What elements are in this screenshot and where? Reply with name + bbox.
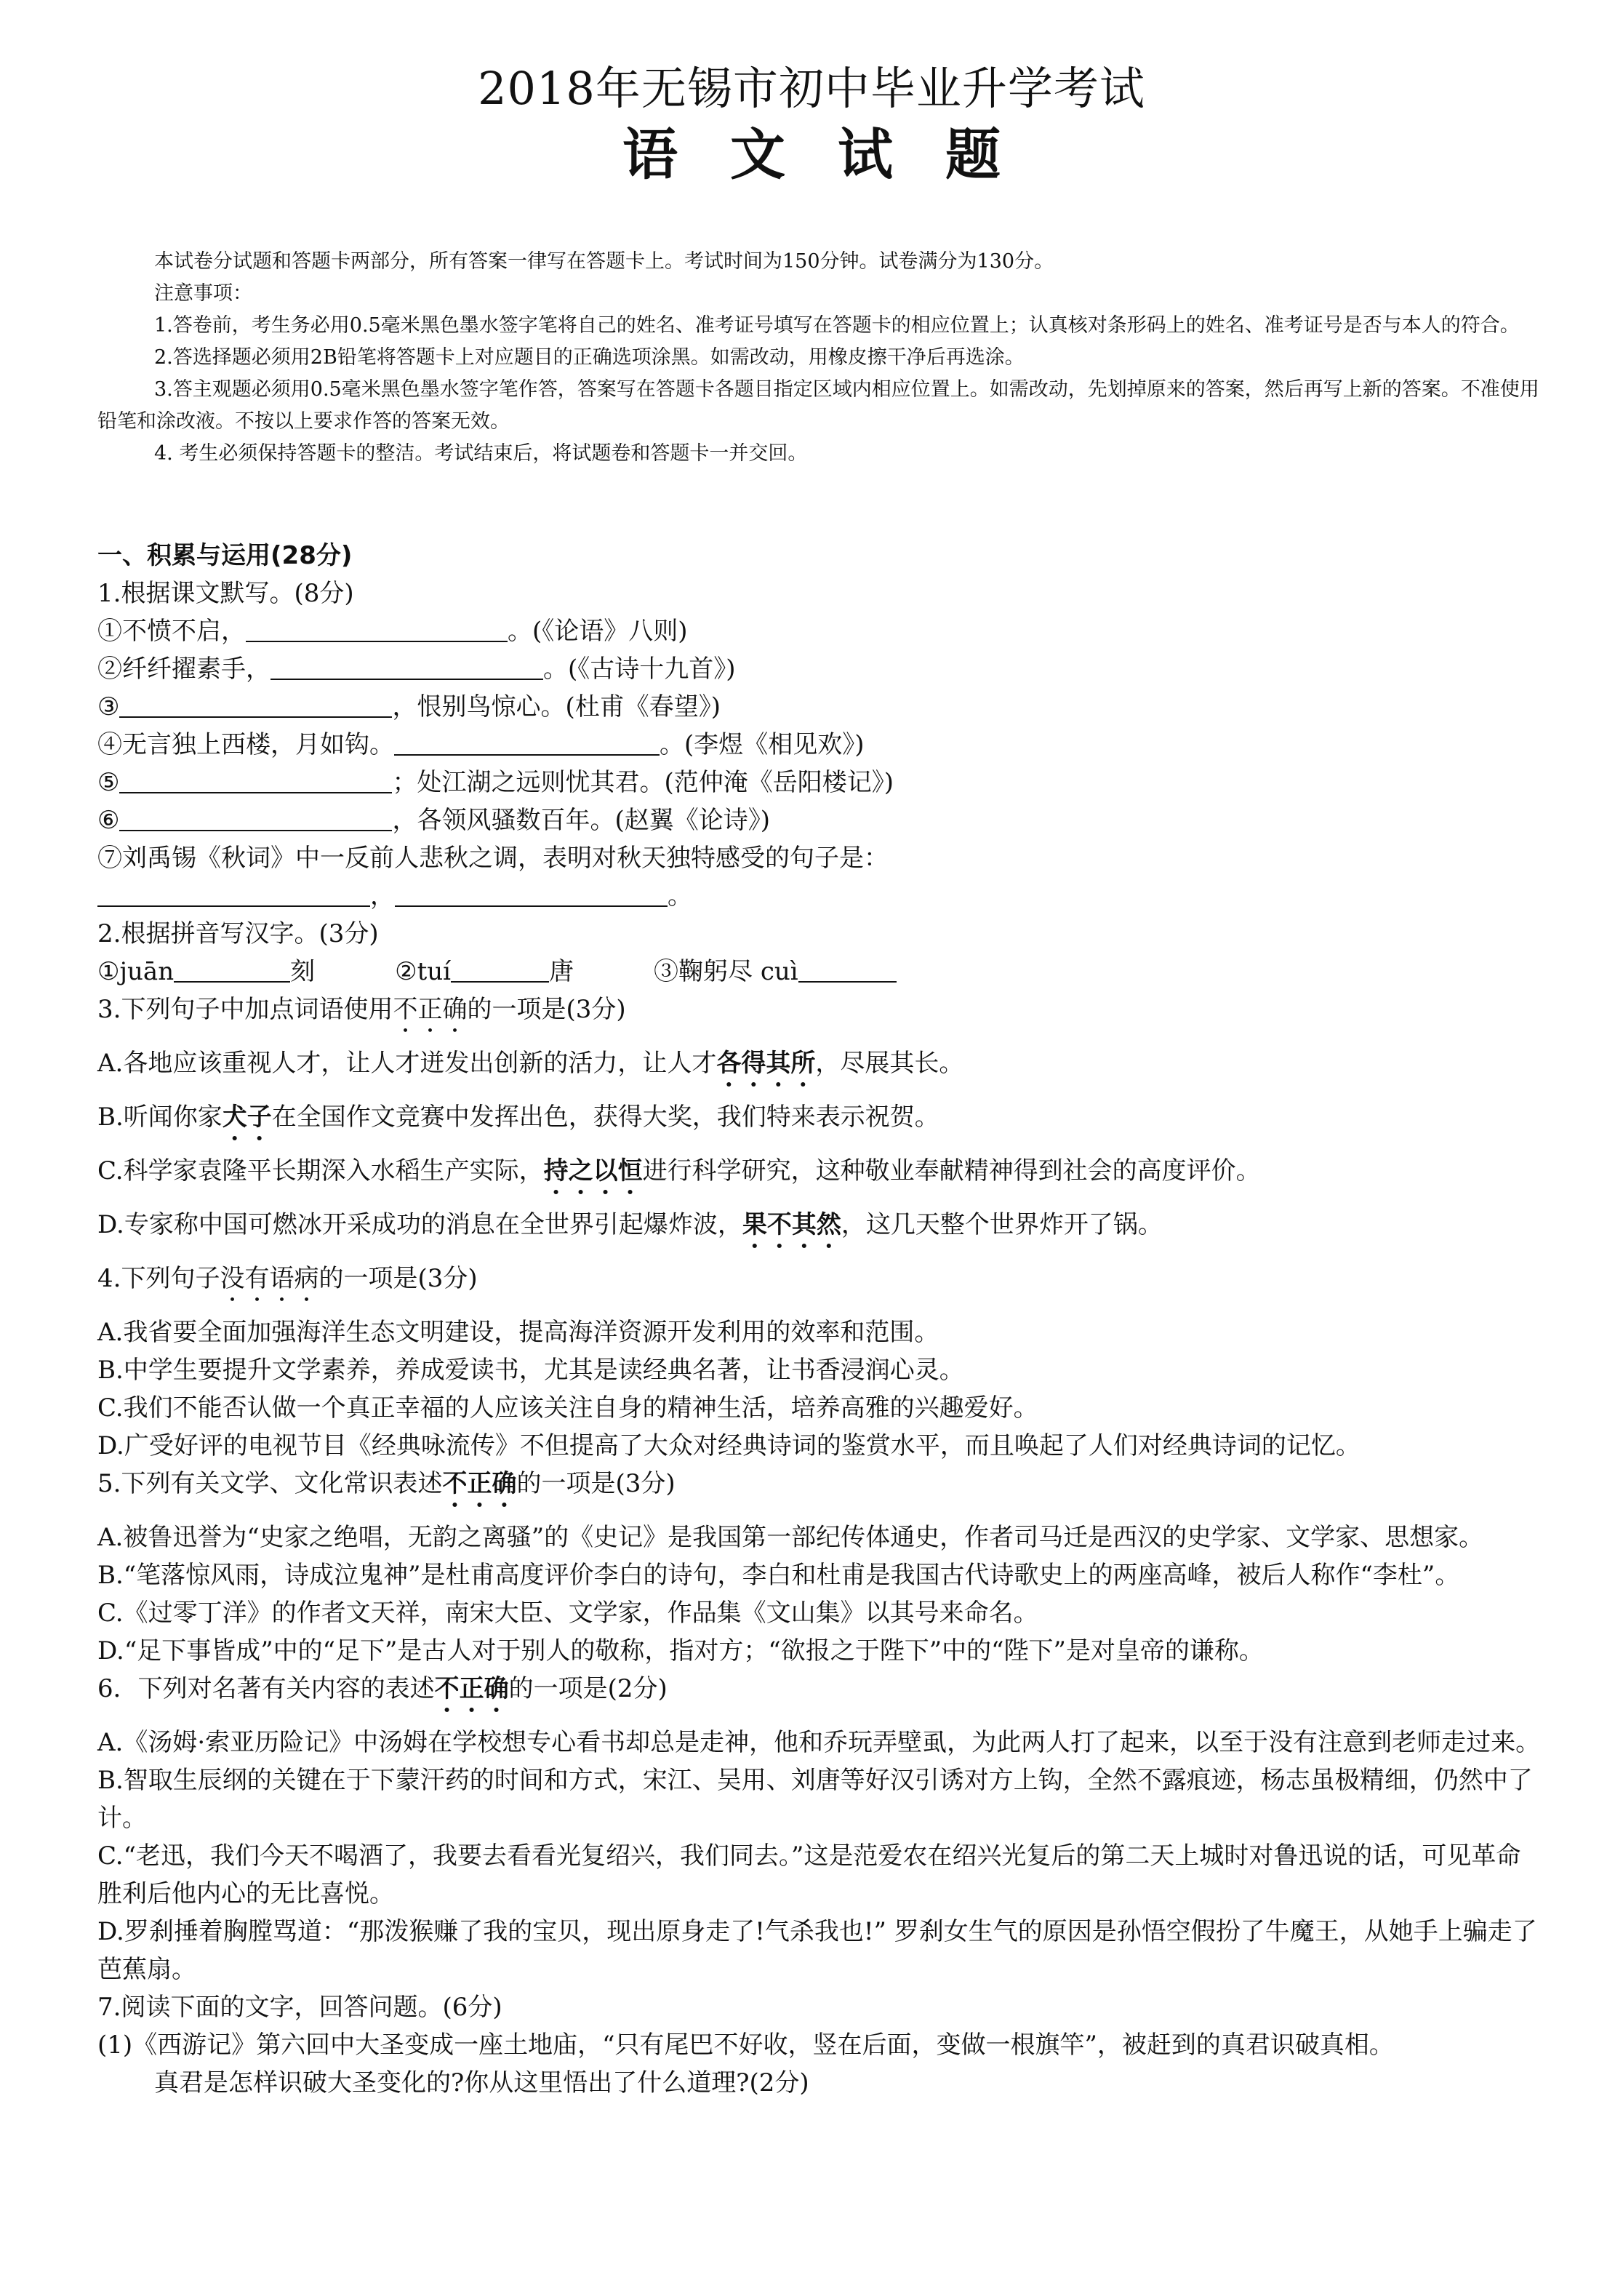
text: C.科学家袁隆平长期深入水稻生产实际，	[97, 1156, 544, 1185]
text: B.听闻你家	[97, 1103, 223, 1132]
question-1-line-3	[97, 688, 1544, 726]
text: 的一项是(3分)	[467, 995, 626, 1024]
answer-blank[interactable]	[798, 955, 897, 983]
text: 。(《论语》八则)	[508, 617, 688, 646]
instruction-item-2: 2.答选择题必须用2B铅笔将答题卡上对应题目的正确选项涂黑。如需改动，用橡皮擦干净后再选涂。	[154, 346, 1025, 369]
text: 。(李煜《相见欢》)	[660, 730, 865, 759]
instructions	[97, 246, 1544, 470]
question-1-line-8	[97, 877, 1544, 915]
text: 的一项是(3分)	[516, 1469, 676, 1498]
text: ①不愤不启，	[97, 617, 246, 646]
text: ，各领风骚数百年。(赵翼《论诗》)	[392, 806, 771, 835]
emphasis-text: 不正确	[393, 995, 468, 1024]
instruction-item-4: 4. 考生必须保持答题卡的整洁。考试结束后，将试题卷和答题卡一并交回。	[154, 442, 808, 465]
answer-blank[interactable]	[246, 615, 508, 642]
question-1-line-1	[97, 612, 1544, 650]
instruction-item-3: 3.答主观题必须用0.5毫米黑色墨水签字笔作答，答案写在答题卡各题目指定区域内相应位置上。如需改动，先划掉原来的答案，然后再写上新的答案。不准使用铅笔和涂改液。不按以上要求作答的答案无效。	[97, 378, 1539, 433]
question-1-line-5	[97, 764, 1544, 801]
text: ③	[97, 692, 120, 721]
emphasis-text: 不正确	[442, 1469, 517, 1498]
answer-blank[interactable]	[119, 766, 392, 793]
question-5-option-b[interactable]: B.“笔落惊风雨，诗成泣鬼神”是杜甫高度评价李白的诗句，李白和杜甫是我国古代诗歌史上的两座高峰，被后人称作“李杜”。	[97, 1561, 1460, 1590]
question-1-line-7: ⑦刘禹锡《秋词》中一反前人悲秋之调，表明对秋天独特感受的句子是：	[97, 844, 889, 873]
answer-blank[interactable]	[395, 879, 668, 907]
text: ；处江湖之远则忧其君。(范仲淹《岳阳楼记》)	[392, 768, 894, 797]
answer-blank[interactable]	[174, 955, 290, 983]
answer-blank[interactable]	[394, 728, 660, 756]
exam-body	[97, 537, 1544, 2102]
text: 6．下列对名著有关内容的表述	[97, 1674, 435, 1703]
text: 唐	[549, 957, 574, 986]
text: 4.下列句子	[97, 1264, 220, 1293]
question-1-stem: 1.根据课文默写。(8分)	[97, 579, 354, 608]
text: ，恨别鸟惊心。(杜甫《春望》)	[392, 692, 721, 721]
subject-title: 语文试题	[622, 122, 1053, 187]
instructions-intro: 本试卷分试题和答题卡两部分，所有答案一律写在答题卡上。考试时间为150分钟。试卷满分为130分。	[154, 250, 1054, 273]
question-3-option-a[interactable]	[97, 1044, 1544, 1092]
answer-blank[interactable]	[270, 652, 543, 680]
question-6-stem	[97, 1670, 1544, 1718]
question-5-option-d[interactable]: D.“足下事皆成”中的“足下”是古人对于别人的敬称，指对方；“欲报之于陛下”中的“陛下”是对皇帝的谦称。	[97, 1636, 1264, 1665]
question-6-option-a[interactable]: A.《汤姆·索亚历险记》中汤姆在学校想专心看书却总是走神，他和乔玩弄壁虱，为此两人打了起来，以至于没有注意到老师走过来。	[97, 1728, 1541, 1757]
emphasis-text: 果不其然	[742, 1210, 841, 1239]
pinyin-item-2: ②tuí	[395, 957, 452, 986]
question-1-line-4	[97, 726, 1544, 764]
question-6-option-c[interactable]: C.“老迅，我们今天不喝酒了，我要去看看光复绍兴，我们同去。”这是范爱农在绍兴光复后的第二天上城时对鲁迅说的话，可见革命胜利后他内心的无比喜悦。	[97, 1841, 1521, 1908]
text: 3.下列句子中加点词语使用	[97, 995, 393, 1024]
text: ②纤纤擢素手，	[97, 655, 270, 684]
text: ④无言独上西楼，月如钩。	[97, 730, 394, 759]
question-7-stem: 7.阅读下面的文字，回答问题。(6分)	[97, 1993, 502, 2022]
question-5-option-a[interactable]: A.被鲁迅誉为“史家之绝唱，无韵之离骚”的《史记》是我国第一部纪传体通史，作者司马迁是西汉的史学家、文学家、思想家。	[97, 1523, 1484, 1552]
answer-blank[interactable]	[451, 955, 549, 983]
pinyin-item-1: ①juān	[97, 957, 175, 986]
text: 在全国作文竞赛中发挥出色，获得大奖，我们特来表示祝贺。	[271, 1103, 939, 1132]
text: 5.下列有关文学、文化常识表述	[97, 1469, 443, 1498]
answer-blank[interactable]	[119, 690, 392, 718]
text: 的一项是(3分)	[318, 1264, 478, 1293]
emphasis-text: 犬子	[222, 1103, 272, 1132]
emphasis-text: 没有语病	[220, 1264, 319, 1293]
answer-blank[interactable]	[97, 879, 370, 907]
text: 的一项是(2分)	[508, 1674, 668, 1703]
question-4-option-c[interactable]: C.我们不能否认做一个真正幸福的人应该关注自身的精神生活，培养高雅的兴趣爱好。	[97, 1393, 1038, 1423]
exam-title: 2018年无锡市初中毕业升学考试	[478, 62, 1145, 115]
question-1-line-6	[97, 801, 1544, 839]
text: ⑥	[97, 806, 120, 835]
emphasis-text: 持之以恒	[543, 1156, 643, 1185]
question-2-stem: 2.根据拼音写汉字。(3分)	[97, 919, 379, 948]
text: 。	[668, 881, 692, 911]
question-3-option-b[interactable]	[97, 1098, 1544, 1146]
question-3-option-c[interactable]	[97, 1152, 1544, 1200]
question-1-line-2	[97, 650, 1544, 688]
question-7-subquestion: 真君是怎样识破大圣变化的?你从这里悟出了什么道理?(2分)	[154, 2068, 809, 2097]
question-4-option-d[interactable]: D.广受好评的电视节目《经典咏流传》不但提高了大众对经典诗词的鉴赏水平，而且唤起了人们对经典诗词的记忆。	[97, 1431, 1360, 1460]
question-5-stem	[97, 1465, 1544, 1513]
emphasis-text: 各得其所	[716, 1049, 816, 1078]
question-3-stem	[97, 991, 1544, 1039]
text: D.专家称中国可燃冰开采成功的消息在全世界引起爆炸波，	[97, 1210, 742, 1239]
text: ，这几天整个世界炸开了锅。	[841, 1210, 1163, 1239]
text: A.各地应该重视人才，让人才迸发出创新的活力，让人才	[97, 1049, 717, 1078]
text: ，尽展其长。	[815, 1049, 964, 1078]
text: 刻	[290, 957, 316, 986]
text: ，	[370, 881, 395, 911]
emphasis-text: 不正确	[434, 1674, 509, 1703]
question-3-option-d[interactable]	[97, 1206, 1544, 1254]
question-6-option-b[interactable]: B.智取生辰纲的关键在于下蒙汗药的时间和方式，宋江、吴用、刘唐等好汉引诱对方上钩，全然不露痕迹，杨志虽极精细，仍然中了计。	[97, 1766, 1533, 1833]
text: 进行科学研究，这种敬业奉献精神得到社会的高度评价。	[642, 1156, 1261, 1185]
pinyin-item-3: ③鞠躬尽 cuì	[654, 957, 798, 986]
question-4-stem	[97, 1260, 1544, 1308]
instructions-heading: 注意事项：	[154, 282, 252, 305]
question-5-option-c[interactable]: C.《过零丁洋》的作者文天祥，南宋大臣、文学家，作品集《文山集》以其号来命名。	[97, 1599, 1038, 1628]
answer-blank[interactable]	[119, 804, 392, 831]
text: 。(《古诗十九首》)	[543, 655, 736, 684]
question-7-passage: (1)《西游记》第六回中大圣变成一座土地庙，“只有尾巴不好收，竖在后面，变做一根旗竿”，被赶到的真君识破真相。	[97, 2031, 1394, 2060]
question-2-items	[97, 953, 1544, 991]
instruction-item-1: 1.答卷前，考生务必用0.5毫米黑色墨水签字笔将自己的姓名、准考证号填写在答题卡的相应位置上；认真核对条形码上的姓名、准考证号是否与本人的符合。	[154, 314, 1520, 337]
section-heading: 一、积累与运用(28分)	[97, 541, 353, 570]
text: ⑤	[97, 768, 120, 797]
question-4-option-a[interactable]: A.我省要全面加强海洋生态文明建设，提高海洋资源开发利用的效率和范围。	[97, 1318, 939, 1347]
question-6-option-d[interactable]: D.罗刹捶着胸膛骂道：“那泼猴赚了我的宝贝，现出原身走了!气杀我也!” 罗刹女生气的原因是孙悟空假扮了牛魔王，从她手上骗走了芭蕉扇。	[97, 1917, 1537, 1984]
question-4-option-b[interactable]: B.中学生要提升文学素养，养成爱读书，尤其是读经典名著，让书香浸润心灵。	[97, 1356, 964, 1385]
